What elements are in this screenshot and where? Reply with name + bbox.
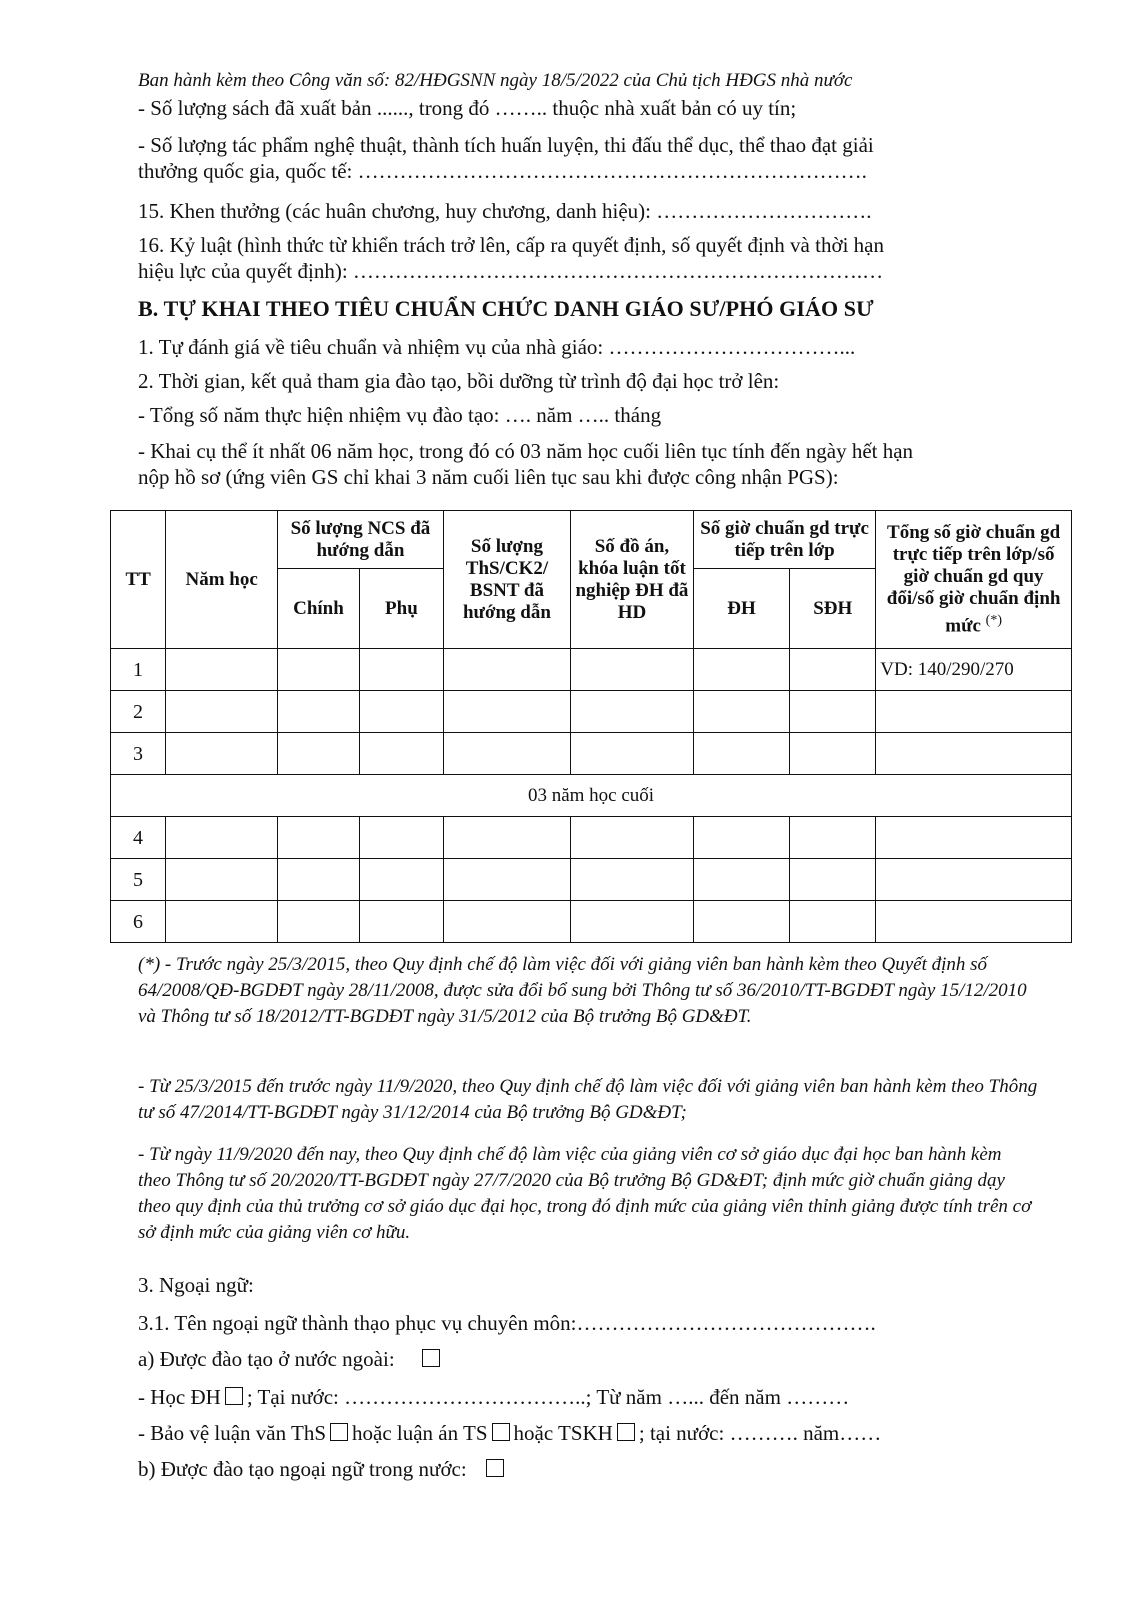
row-number: 4 <box>111 817 166 859</box>
ncs-sub-cell[interactable] <box>359 691 443 733</box>
row-number: 2 <box>111 691 166 733</box>
row-number: 3 <box>111 733 166 775</box>
header-note: Ban hành kèm theo Công văn số: 82/HĐGSNN ngày 18/5/2022 của Chủ tịch HĐGS nhà nước <box>138 70 853 91</box>
projects-cell[interactable] <box>570 691 693 733</box>
header-hours-dh: ĐH <box>693 569 789 649</box>
footnote-3: - Từ ngày 11/9/2020 đến nay, theo Quy định chế độ làm việc của giảng viên cơ sở giáo dục đại học ban hành kèm theo Thông tư số 20/2020/TT-BGDĐT ngày 27/7/2020 của Bộ trưởng Bộ GD&ĐT; định mức giờ chuẩn giảng dạy theo quy định của thủ trưởng cơ sở giáo dục đại học, trong đó định mức của giảng viên thỉnh giảng được tính trên cơ sở định mức của giảng viên cơ hữu. <box>138 1144 1032 1243</box>
header-ncs-sub: Phụ <box>359 569 443 649</box>
table-row <box>111 733 1072 775</box>
hours-sdh-cell[interactable] <box>790 901 876 943</box>
projects-cell[interactable] <box>570 649 693 691</box>
ncs-main-cell[interactable] <box>277 817 359 859</box>
defense-ts-label: hoặc luận án TS <box>352 1421 488 1445</box>
header-total-mark: (*) <box>985 612 1002 628</box>
header-hours-sdh: SĐH <box>790 569 876 649</box>
example-cell: VD: 140/290/270 <box>876 649 1072 691</box>
header-projects: Số đồ án, khóa luận tốt nghiệp ĐH đã HD <box>570 511 693 649</box>
hours-sdh-cell[interactable] <box>790 649 876 691</box>
ncs-sub-cell[interactable] <box>359 733 443 775</box>
ths-cell[interactable] <box>443 691 570 733</box>
year-cell[interactable] <box>166 859 278 901</box>
hours-sdh-cell[interactable] <box>790 859 876 901</box>
language-title: 3. Ngoại ngữ: <box>138 1273 254 1297</box>
defense-tskh-label: hoặc TSKH <box>513 1421 613 1445</box>
hours-dh-cell[interactable] <box>693 901 789 943</box>
ths-cell[interactable] <box>443 859 570 901</box>
hours-dh-cell[interactable] <box>693 691 789 733</box>
header-hours: Số giờ chuẩn gd trực tiếp trên lớp <box>693 511 875 569</box>
row-number: 6 <box>111 901 166 943</box>
discipline-line-1: 16. Kỷ luật (hình thức từ khiển trách trở lên, cấp ra quyết định, số quyết định và thời hạn <box>138 233 884 257</box>
ncs-sub-cell[interactable] <box>359 859 443 901</box>
abroad-label: a) Được đào tạo ở nước ngoài: <box>138 1347 395 1371</box>
abroad-line <box>138 1346 1048 1372</box>
teaching-table <box>110 510 1072 943</box>
row-number: 1 <box>111 649 166 691</box>
art-line-1: - Số lượng tác phẩm nghệ thuật, thành tích huấn luyện, thi đấu thể dục, thể thao đạt giải <box>138 133 874 157</box>
self-assessment-line: 1. Tự đánh giá về tiêu chuẩn và nhiệm vụ của nhà giáo: ……………………………... <box>138 335 856 359</box>
total-cell[interactable] <box>876 859 1072 901</box>
total-years-line: - Tổng số năm thực hiện nhiệm vụ đào tạo: …. năm ….. tháng <box>138 403 662 427</box>
header-total-text: Tổng số giờ chuẩn gd trực tiếp trên lớp/số giờ chuẩn gd quy đổi/số giờ chuẩn định mức <box>886 521 1061 637</box>
year-cell[interactable] <box>166 691 278 733</box>
ths-cell[interactable] <box>443 733 570 775</box>
ncs-sub-cell[interactable] <box>359 901 443 943</box>
ncs-main-cell[interactable] <box>277 901 359 943</box>
hours-dh-cell[interactable] <box>693 859 789 901</box>
table-row <box>111 649 1072 691</box>
discipline-line-2: hiệu lực của quyết định): ……………………………………………………………….… <box>138 259 884 283</box>
tskh-checkbox[interactable] <box>617 1423 635 1441</box>
total-cell[interactable] <box>876 817 1072 859</box>
domestic-line <box>138 1456 1048 1482</box>
abroad-checkbox[interactable] <box>422 1349 440 1367</box>
language-name-line: 3.1. Tên ngoại ngữ thành thạo phục vụ chuyên môn:……………………………………. <box>138 1311 876 1335</box>
row-number: 5 <box>111 859 166 901</box>
table-row <box>111 691 1072 733</box>
footnote-1: (*) - Trước ngày 25/3/2015, theo Quy định chế độ làm việc đối với giảng viên ban hành kèm theo Quyết định số 64/2008/QĐ-BGDĐT ngày 28/11/2008, được sửa đổi bổ sung bởi Thông tư số 36/2010/TT-BGDĐT ngày 15/12/2010 và Thông tư số 18/2012/TT-BGDĐT ngày 31/5/2012 của Bộ trưởng Bộ GD&ĐT. <box>138 954 1027 1027</box>
detail-line-1: - Khai cụ thể ít nhất 06 năm học, trong đó có 03 năm học cuối liên tục tính đến ngày hết hạn <box>138 439 914 463</box>
section-b-title: B. TỰ KHAI THEO TIÊU CHUẨN CHỨC DANH GIÁO SƯ/PHÓ GIÁO SƯ <box>138 296 874 321</box>
header-total <box>876 511 1072 649</box>
ncs-sub-cell[interactable] <box>359 817 443 859</box>
hours-sdh-cell[interactable] <box>790 817 876 859</box>
ncs-main-cell[interactable] <box>277 691 359 733</box>
reward-line: 15. Khen thưởng (các huân chương, huy chương, danh hiệu): …………………………. <box>138 199 872 223</box>
header-tt: TT <box>111 511 166 649</box>
hours-sdh-cell[interactable] <box>790 691 876 733</box>
header-ncs: Số lượng NCS đã hướng dẫn <box>277 511 443 569</box>
books-line: - Số lượng sách đã xuất bản ......, trong đó …….. thuộc nhà xuất bản có uy tín; <box>138 96 797 120</box>
hours-dh-cell[interactable] <box>693 649 789 691</box>
year-cell[interactable] <box>166 901 278 943</box>
ncs-main-cell[interactable] <box>277 859 359 901</box>
header-year: Năm học <box>166 511 278 649</box>
year-cell[interactable] <box>166 817 278 859</box>
university-line <box>138 1384 1048 1410</box>
header-ncs-main: Chính <box>277 569 359 649</box>
footnote-2: - Từ 25/3/2015 đến trước ngày 11/9/2020, theo Quy định chế độ làm việc đối với giảng viên ban hành kèm theo Thông tư số 47/2014/TT-BGDĐT ngày 31/12/2014 của Bộ trưởng Bộ GD&ĐT; <box>138 1076 1038 1123</box>
total-cell[interactable] <box>876 733 1072 775</box>
university-detail: ; Tại nước: ……………………………..; Từ năm …... đến năm ……… <box>246 1385 850 1409</box>
year-cell[interactable] <box>166 733 278 775</box>
table-row <box>111 901 1072 943</box>
ths-checkbox[interactable] <box>330 1423 348 1441</box>
training-time-line: 2. Thời gian, kết quả tham gia đào tạo, bồi dưỡng từ trình độ đại học trở lên: <box>138 369 780 393</box>
ths-cell[interactable] <box>443 649 570 691</box>
ncs-sub-cell[interactable] <box>359 649 443 691</box>
ncs-main-cell[interactable] <box>277 733 359 775</box>
table-row <box>111 859 1072 901</box>
ncs-main-cell[interactable] <box>277 649 359 691</box>
projects-cell[interactable] <box>570 817 693 859</box>
hours-dh-cell[interactable] <box>693 817 789 859</box>
university-label: - Học ĐH <box>138 1385 221 1409</box>
detail-line-2: nộp hồ sơ (ứng viên GS chỉ khai 3 năm cuối liên tục sau khi được công nhận PGS): <box>138 465 839 489</box>
hours-dh-cell[interactable] <box>693 733 789 775</box>
defense-line <box>138 1420 1048 1446</box>
ths-cell[interactable] <box>443 817 570 859</box>
defense-ths-label: - Bảo vệ luận văn ThS <box>138 1421 326 1445</box>
art-line-2: thưởng quốc gia, quốc tế: ………………………………………………………………. <box>138 159 867 183</box>
table-row <box>111 817 1072 859</box>
domestic-checkbox[interactable] <box>486 1459 504 1477</box>
defense-detail: ; tại nước: ………. năm…… <box>638 1421 882 1445</box>
projects-cell[interactable] <box>570 859 693 901</box>
last-years-label: 03 năm học cuối <box>111 775 1072 817</box>
projects-cell[interactable] <box>570 733 693 775</box>
hours-sdh-cell[interactable] <box>790 733 876 775</box>
university-checkbox[interactable] <box>225 1387 243 1405</box>
header-ths: Số lượng ThS/CK2/ BSNT đã hướng dẫn <box>443 511 570 649</box>
ths-cell[interactable] <box>443 901 570 943</box>
total-cell[interactable] <box>876 901 1072 943</box>
total-cell[interactable] <box>876 691 1072 733</box>
ts-checkbox[interactable] <box>492 1423 510 1441</box>
projects-cell[interactable] <box>570 901 693 943</box>
year-cell[interactable] <box>166 649 278 691</box>
domestic-label: b) Được đào tạo ngoại ngữ trong nước: <box>138 1457 467 1481</box>
